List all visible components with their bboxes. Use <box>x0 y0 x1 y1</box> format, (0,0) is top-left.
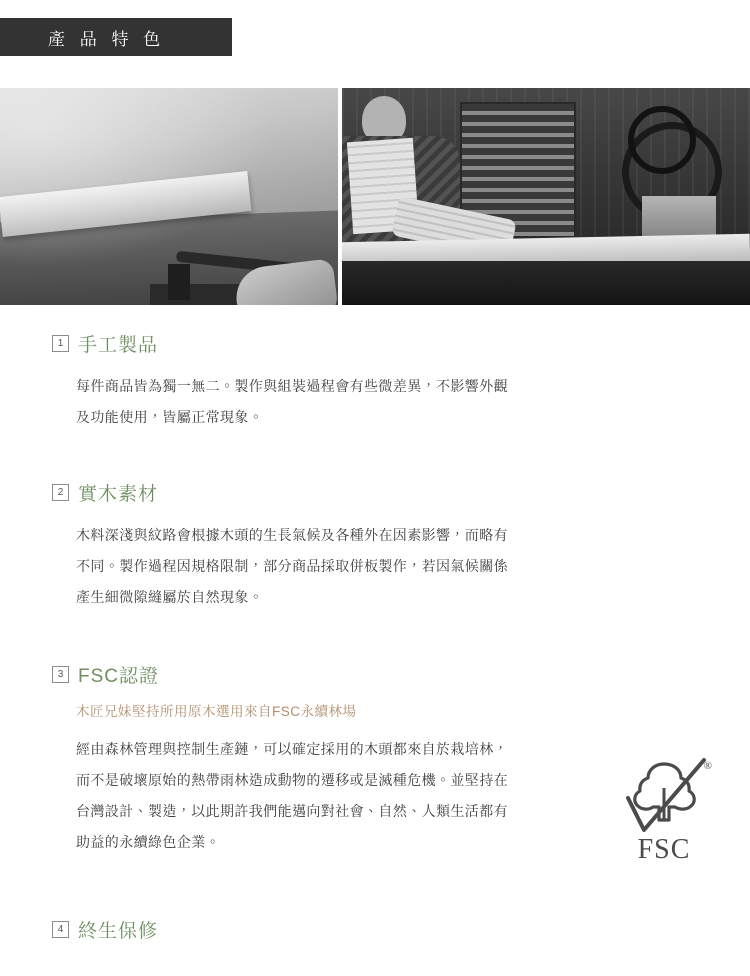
feature-section-4 <box>0 916 750 943</box>
feature-3-body-line: 經由森林管理與控制生產鏈，可以確定採用的木頭都來自於栽培林， <box>76 741 508 757</box>
feature-2-body-line: 不同。製作過程因規格限制，部分商品採取併板製作，若因氣候關係 <box>76 558 508 574</box>
page-title: 產 品 特 色 <box>48 29 166 49</box>
feature-2-title: 實木素材 <box>78 484 159 505</box>
feature-2-body <box>0 520 750 613</box>
feature-4-number: 4 <box>52 921 69 938</box>
craftsman-machine-photo <box>342 88 750 305</box>
workshop-clamp-photo <box>0 88 338 305</box>
feature-1-body-line: 及功能使用，皆屬正常現象。 <box>76 409 264 425</box>
feature-1-body-line: 每件商品皆為獨一無二。製作與組裝過程會有些微差異，不影響外觀 <box>76 378 508 394</box>
page-header-band <box>0 18 232 56</box>
feature-1-number: 1 <box>52 335 69 352</box>
feature-1-body <box>0 371 750 433</box>
feature-1-heading <box>0 330 750 357</box>
feature-4-heading <box>0 916 750 943</box>
feature-4-title: 終生保修 <box>78 921 159 942</box>
fsc-label: FSC <box>637 834 691 865</box>
feature-3-subtitle: 木匠兄妹堅持所用原木選用來自FSC永續林場 <box>76 704 357 719</box>
feature-1-title: 手工製品 <box>78 335 159 356</box>
feature-3-body-line: 助益的永續綠色企業。 <box>76 834 220 850</box>
fsc-registered-mark: ® <box>703 760 712 772</box>
feature-section-2 <box>0 479 750 613</box>
feature-3-heading <box>0 661 750 688</box>
feature-2-body-line: 木料深淺與紋路會根據木頭的生長氣候及各種外在因素影響，而略有 <box>76 527 508 543</box>
feature-3-number: 3 <box>52 666 69 683</box>
fsc-logo <box>618 758 710 868</box>
feature-3-body-line: 而不是破壞原始的熱帶雨林造成動物的遷移或是滅種危機。並堅持在 <box>76 772 508 788</box>
fsc-tree-checkmark-icon <box>618 758 710 836</box>
feature-3-title: FSC認證 <box>78 666 160 687</box>
photo-strip <box>0 88 750 305</box>
feature-2-heading <box>0 479 750 506</box>
feature-2-body-line: 產生細微隙縫屬於自然現象。 <box>76 589 264 605</box>
feature-2-number: 2 <box>52 484 69 501</box>
feature-3-body-line: 台灣設計、製造，以此期許我們能邁向對社會、自然、人類生活都有 <box>76 803 508 819</box>
feature-section-1 <box>0 330 750 433</box>
